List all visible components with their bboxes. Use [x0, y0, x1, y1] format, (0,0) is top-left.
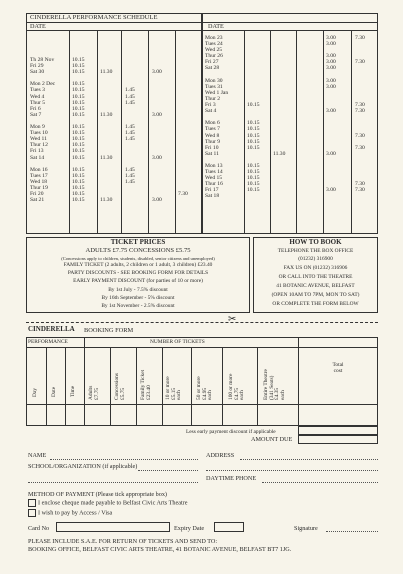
prices-party: PARTY DISCOUNTS - SEE BOOKING FORM FOR DETAILS	[67, 270, 209, 276]
howto-line2: (01232) 316900	[298, 256, 333, 262]
howto-line5: 41 BOTANIC AVENUE, BELFAST	[276, 283, 355, 289]
school-label: SCHOOL/ORGANIZATION (if applicable)	[28, 463, 138, 470]
address-input-2[interactable]	[206, 470, 378, 471]
signature-input[interactable]	[326, 531, 378, 532]
how-to-book-title: HOW TO BOOK	[289, 238, 342, 246]
prices-family: FAMILY TICKET (2 adults, 2 children or 1 adult, 3 children) £23.40	[63, 262, 213, 268]
date-header-left: DATE	[30, 23, 46, 30]
address-input[interactable]	[240, 459, 378, 460]
booking-office-address: BOOKING OFFICE, BELFAST CIVIC ARTS THEATRE, 41 BOTANIC AVENUE, BELFAST BT7 1JG.	[28, 546, 292, 553]
divider	[97, 30, 98, 234]
less-discount-label: Less early payment discount if applicable	[186, 429, 276, 435]
divider	[244, 30, 245, 234]
col-adults: Adults £7.75	[88, 385, 100, 400]
prices-adults: ADULTS £7.75 CONCESSIONS £5.75	[85, 247, 191, 254]
cheque-option[interactable]	[28, 499, 188, 507]
ticket-prices-title: TICKET PRICES	[110, 238, 166, 246]
prices-concessions-note: (Concessions apply to children, students, disabled, senior citizens and unemployed)	[61, 256, 215, 261]
right-times-1130: 11.30	[273, 150, 286, 157]
divider	[162, 347, 163, 426]
divider	[175, 30, 176, 234]
left-times-300: 3.00 3.00 3.00 3.00	[152, 69, 162, 204]
divider	[26, 347, 378, 348]
col-hundred: 100 or more £4.75 each	[228, 373, 246, 400]
col-total: Total cost	[332, 362, 344, 374]
daytime-phone-input[interactable]	[262, 482, 378, 483]
h-tickets: NUMBER OF TICKETS	[150, 339, 205, 345]
divider	[270, 30, 271, 234]
payment-method-label: METHOD OF PAYMENT (Please tick appropriate box)	[28, 491, 167, 498]
divider	[136, 347, 137, 426]
right-dates: Mon 23 Tues 24 Wed 25 Thur 26 Fri 27 Sat 28 Mon 30 Tues 31 Wed 1 Jan Thur 2 Fri 3 Sat 4 Mon 6 Tues 7 Wed 8 Thur 9 Fri 10 Sat 11 Mon 13 Tues 14 Wed 15 Thur 16 Fri 17 Sat 18	[205, 35, 229, 200]
left-dates: Th 28 Nov Fri 29 Sat 30 Mon 2 Dec Tues 3 Wed 4 Thur 5 Fri 6 Sat 7 Mon 9 Tues 10 Wed 11 Thur 12 Fri 13 Sat 14 Mon 16 Tues 17 Wed 18 Thur 19 Fri 20 Sat 21	[30, 57, 56, 204]
howto-line7: OR COMPLETE THE FORM BELOW	[272, 301, 359, 307]
col-entire: Entire Theatre (341 Seats) £4.35 each	[263, 369, 286, 400]
divider	[26, 404, 378, 405]
divider	[351, 30, 352, 234]
right-times-1015: 10.15 10.15 10.15 10.15 10.15 10.15 10.15 10.15 10.15 10.15 10.15	[247, 102, 260, 194]
less-discount-field[interactable]	[298, 426, 378, 435]
h-performance: PERFORMANCE	[28, 339, 68, 345]
divider	[84, 337, 85, 426]
divider	[110, 347, 111, 426]
form-subtitle: BOOKING FORM	[84, 327, 134, 334]
right-times-730: 7.30 7.30 7.30 7.30 7.30 7.30 7.30 7.30	[355, 35, 365, 194]
divider	[296, 30, 297, 234]
left-times-1130: 11.30 11.30 11.30 11.30	[100, 69, 113, 204]
divider	[121, 30, 122, 234]
left-times-1015: 10.15 10.15 10.15 10.15 10.15 10.15 10.15 10.15 10.15 10.15 10.15 10.15 10.15 10.15 10.15 10.15 10.15 10.15 10.15 10.15 10.15	[72, 57, 85, 204]
divider	[191, 347, 192, 426]
expiry-field[interactable]	[214, 522, 244, 532]
date-header-right: DATE	[208, 23, 224, 30]
prices-disc3: By 1st November - 2.5% discount	[101, 303, 175, 309]
sae-note: PLEASE INCLUDE S.A.E. FOR RETURN OF TICKETS AND SEND TO:	[28, 538, 218, 545]
col-family: Family Ticket £23.40	[140, 369, 152, 400]
col-time: Time	[70, 385, 76, 397]
cut-line	[26, 322, 378, 323]
card-option[interactable]	[28, 509, 112, 517]
col-ten: 10 or more £5.15 each	[165, 376, 183, 400]
cheque-checkbox[interactable]	[28, 499, 36, 507]
schedule-title: CINDERELLA PERFORMANCE SCHEDULE	[30, 14, 158, 21]
card-number-field[interactable]	[56, 522, 170, 532]
howto-line3: FAX US ON (01232) 316906	[283, 265, 348, 271]
card-number-label: Card No	[28, 525, 50, 532]
expiry-label: Expiry Date	[174, 525, 205, 532]
howto-line6: (OPEN 10AM TO 7PM, MON TO SAT)	[271, 292, 360, 298]
divider	[65, 347, 66, 426]
divider	[257, 347, 258, 426]
school-input[interactable]	[138, 470, 198, 471]
divider	[201, 13, 203, 234]
divider	[69, 30, 70, 234]
school-input-2[interactable]	[28, 482, 198, 483]
col-date: Date	[51, 386, 57, 397]
name-input[interactable]	[50, 459, 198, 460]
address-label: ADDRESS	[206, 452, 235, 459]
prices-disc2: By 16th September - 5% discount	[101, 295, 175, 301]
form-title: CINDERELLA	[28, 325, 75, 333]
amount-due-field[interactable]	[298, 435, 378, 444]
col-day: Day	[32, 388, 38, 397]
cheque-label: I enclose cheque made payable to Belfast Civic Arts Theatre	[38, 499, 188, 507]
prices-disc1: By 1st July - 7.5% discount	[108, 287, 168, 293]
prices-early: EARLY PAYMENT DISCOUNT (for parties of 10 or more)	[73, 278, 203, 284]
col-concessions: Concessions £5.75	[114, 373, 126, 400]
howto-line1: TELEPHONE THE BOX OFFICE	[277, 248, 354, 254]
col-fifty: 50 or more £4.95 each	[196, 376, 214, 400]
divider	[323, 30, 324, 234]
left-times-730: 7.30	[178, 191, 188, 198]
divider	[298, 337, 299, 426]
name-label: NAME	[28, 452, 47, 459]
left-times-145: 1.45 1.45 1.45 1.45 1.45 1.45 1.45 1.45 1.45	[125, 87, 135, 185]
daytime-phone-label: DAYTIME PHONE	[206, 475, 257, 482]
scissors-icon: ✂	[228, 314, 237, 325]
divider	[46, 347, 47, 426]
divider	[222, 347, 223, 426]
howto-line4: OR CALL INTO THE THEATRE	[278, 274, 353, 280]
right-times-300: 3.00 3.00 3.00 3.00 3.00 3.00 3.00 3.00 3.00 3.00	[326, 35, 336, 194]
amount-due-label: AMOUNT DUE	[251, 436, 293, 443]
signature-label: Signature	[294, 525, 318, 532]
divider	[148, 30, 149, 234]
card-checkbox[interactable]	[28, 509, 36, 517]
card-label: I wish to pay by Access / Visa	[38, 509, 113, 517]
